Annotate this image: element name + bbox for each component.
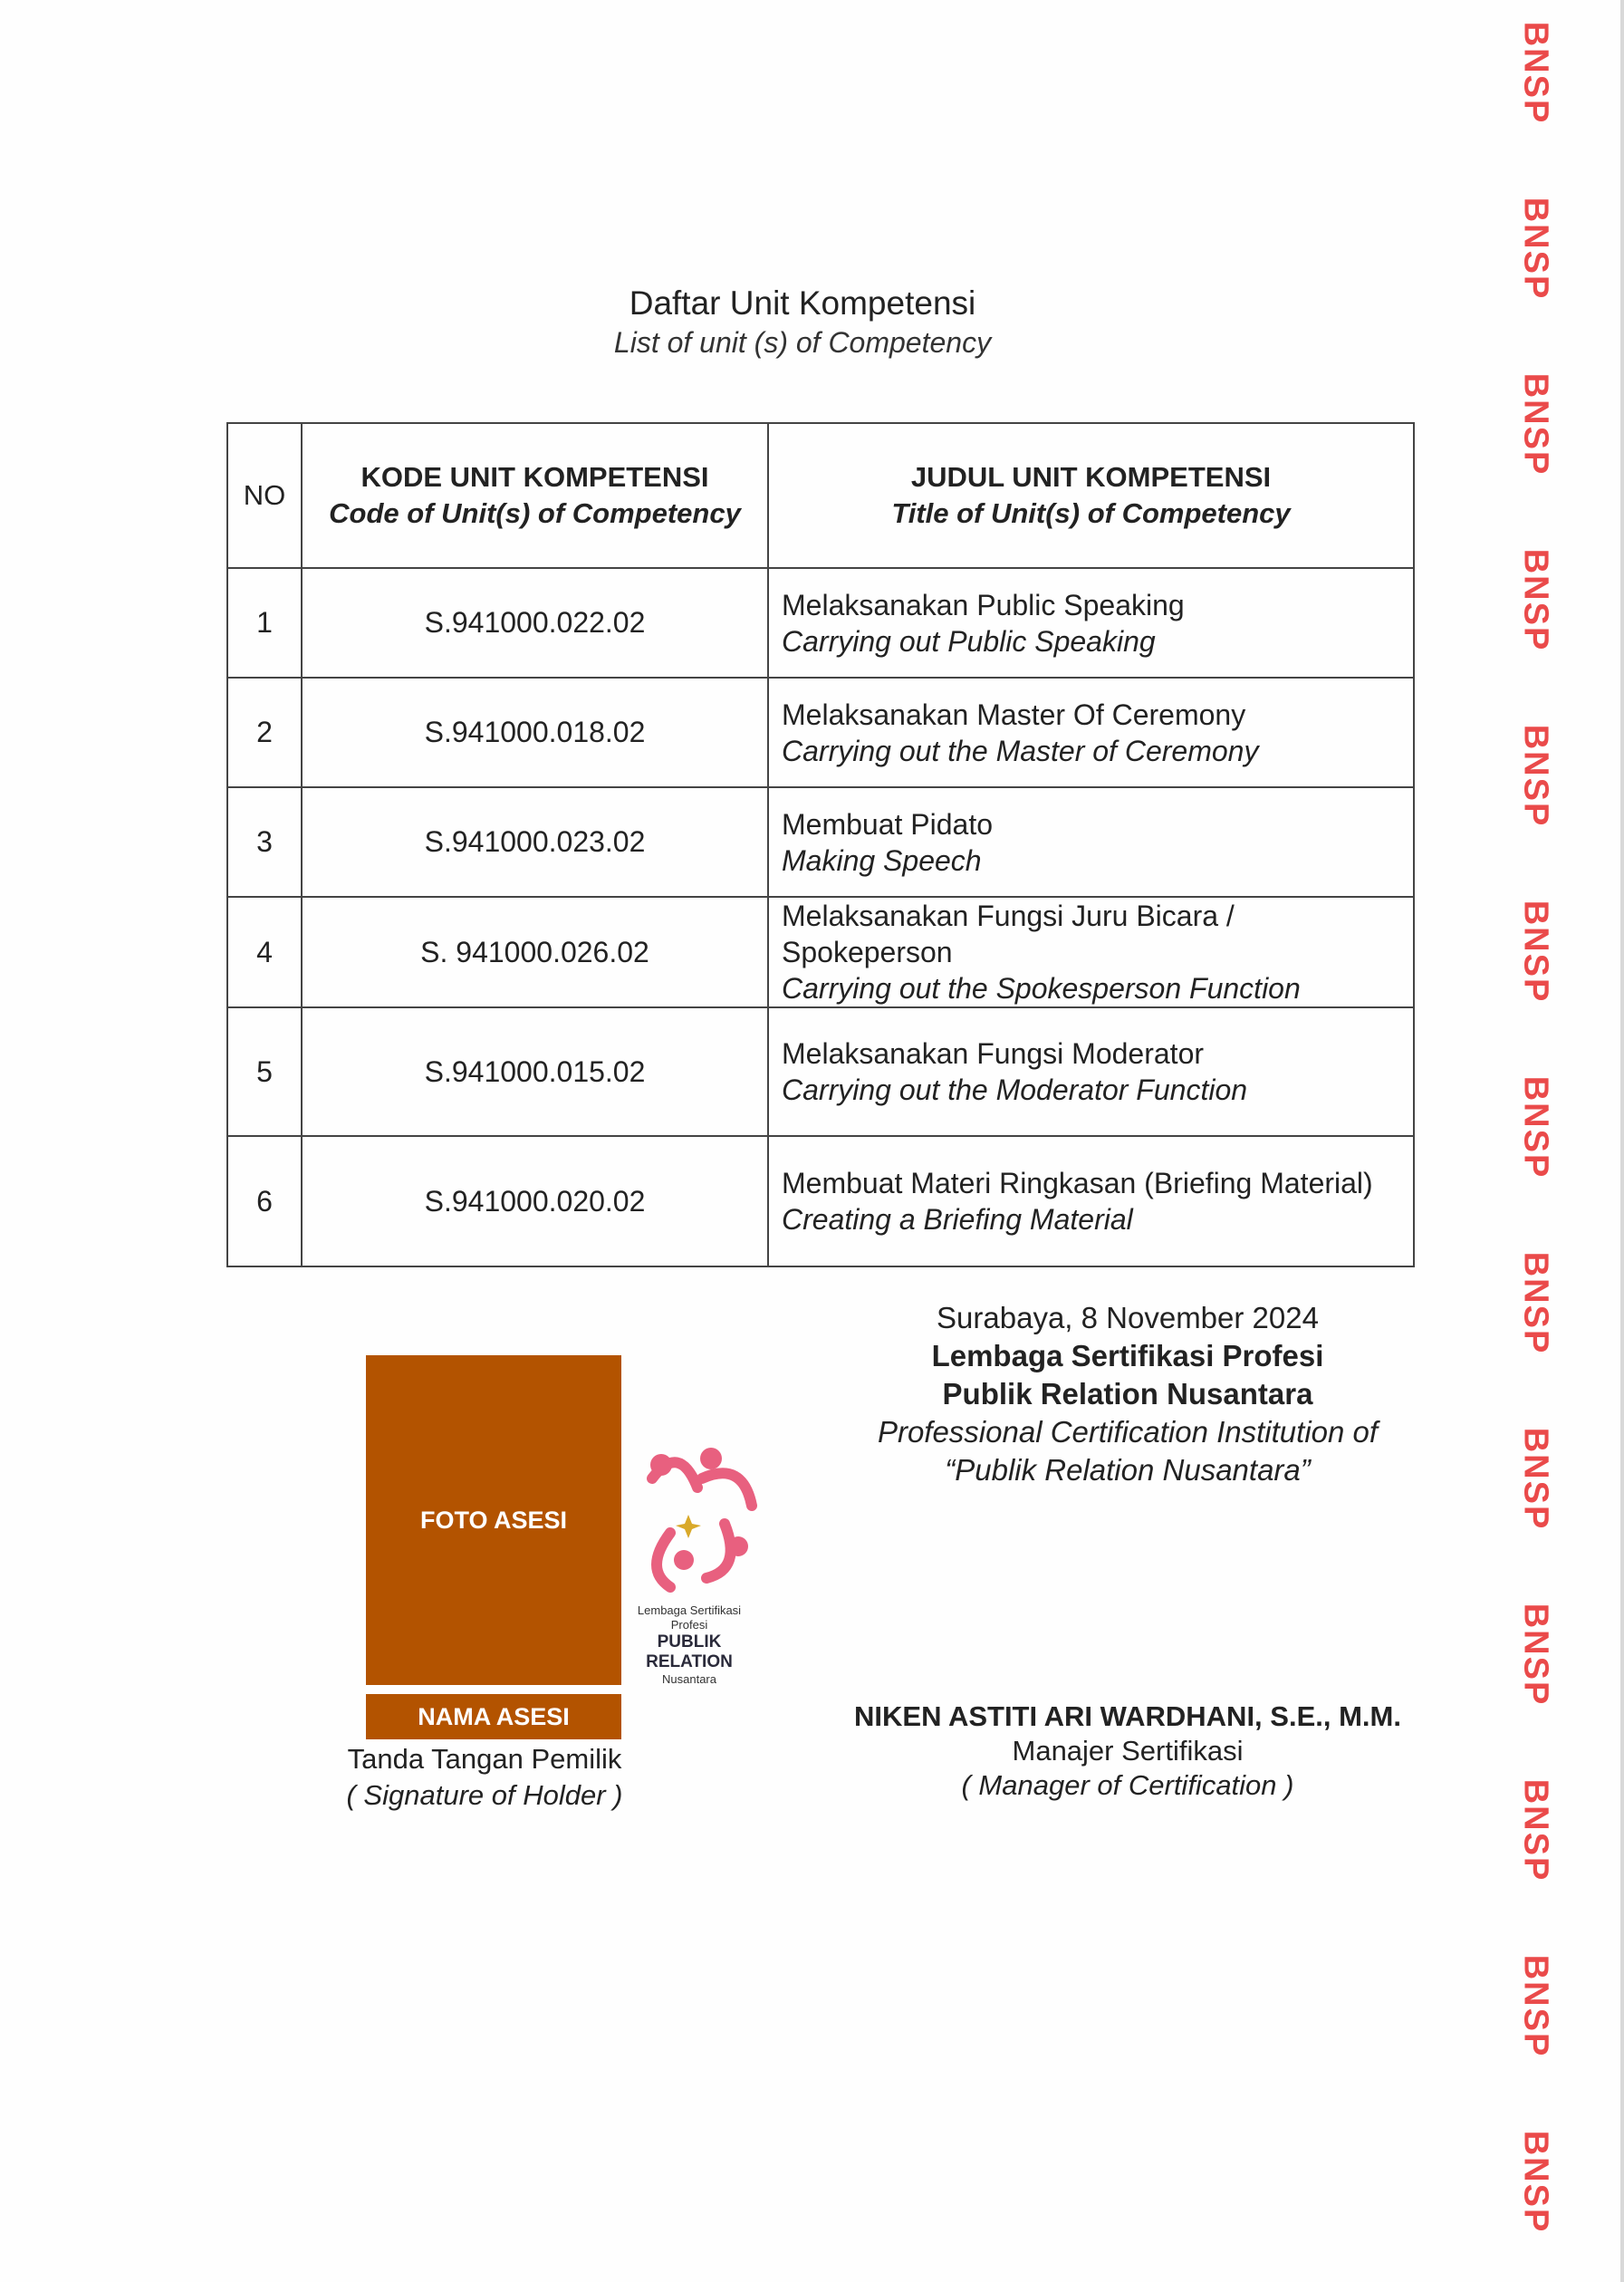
row-no: 1 [227,568,302,678]
issuer-org-en-line2: “Publik Relation Nusantara” [945,1453,1311,1487]
table-row [227,787,1414,897]
row-title: Melaksanakan Public Speaking Carrying out Public Speaking [768,568,1414,678]
bnsp-watermark: BNSP [1516,1954,1555,2057]
logo-arc [706,1524,731,1578]
bnsp-watermark: BNSP [1516,1427,1555,1530]
photo-placeholder: FOTO ASESI [366,1355,621,1685]
holder-signature-block [299,1741,670,1814]
page-title: Daftar Unit Kompetensi [629,284,976,322]
logo-dot [700,1448,722,1469]
page-edge [1620,0,1624,2282]
bnsp-watermark: BNSP [1516,1603,1555,1706]
bnsp-watermark: BNSP [1516,197,1555,300]
issuer-org-en-line1: Professional Certification Institution of [877,1415,1379,1449]
issuer-org-line1: Lembaga Sertifikasi Profesi [931,1339,1324,1372]
row-code: S.941000.015.02 [302,1007,768,1136]
logo-dot [728,1536,748,1556]
row-no: 6 [227,1136,302,1266]
header-title: JUDUL UNIT KOMPETENSI Title of Unit(s) of Competency [768,423,1414,568]
logo-arc [657,1533,670,1587]
table-row [227,568,1414,678]
row-title: Melaksanakan Fungsi Moderator Carrying out the Moderator Function [768,1007,1414,1136]
table-row [227,897,1414,1007]
table-row [227,1007,1414,1136]
holder-name-box: NAMA ASESI [366,1694,621,1739]
issuer-org-line2: Publik Relation Nusantara [942,1377,1313,1411]
place-date: Surabaya, 8 November 2024 [937,1301,1319,1334]
page-heading [435,283,1170,361]
table-header-row [227,423,1414,568]
logo-dot [674,1550,694,1570]
manager-name: NIKEN ASTITI ARI WARDHANI, S.E., M.M. [854,1700,1401,1732]
bnsp-watermark: BNSP [1516,21,1555,124]
row-no: 5 [227,1007,302,1136]
bnsp-watermark: BNSP [1516,1075,1555,1179]
competency-table [226,422,1415,1267]
logo-star [676,1515,701,1538]
row-title: Melaksanakan Fungsi Juru Bicara / Spokeperson Carrying out the Spokesperson Function [768,897,1414,1007]
bnsp-watermark: BNSP [1516,372,1555,476]
row-code: S.941000.023.02 [302,787,768,897]
page-subtitle: List of unit (s) of Competency [613,326,992,359]
row-code: S.941000.018.02 [302,678,768,787]
bnsp-watermark: BNSP [1516,1778,1555,1882]
row-no: 3 [227,787,302,897]
row-title: Melaksanakan Master Of Ceremony Carrying out the Master of Ceremony [768,678,1414,787]
header-code: KODE UNIT KOMPETENSI Code of Unit(s) of Competency [302,423,768,568]
bnsp-watermark: BNSP [1516,724,1555,827]
row-no: 4 [227,897,302,1007]
bnsp-watermark: BNSP [1516,2130,1555,2233]
row-code: S.941000.020.02 [302,1136,768,1266]
row-title: Membuat Pidato Making Speech [768,787,1414,897]
logo-arc [702,1473,752,1506]
row-code: S.941000.022.02 [302,568,768,678]
bnsp-watermark-column [1499,0,1571,2282]
bnsp-watermark: BNSP [1516,548,1555,651]
lsp-logo-text: Lembaga Sertifikasi Profesi PUBLIK RELATION Nusantara [637,1603,742,1686]
holder-signature-label: Tanda Tangan Pemilik [347,1743,622,1775]
header-no: NO [227,423,302,568]
holder-signature-label-en: ( Signature of Holder ) [346,1779,623,1811]
bnsp-watermark: BNSP [1516,1251,1555,1354]
issuer-block [815,1299,1440,1489]
table-row [227,1136,1414,1266]
row-title: Membuat Materi Ringkasan (Briefing Material) Creating a Briefing Material [768,1136,1414,1266]
manager-role: Manajer Sertifikasi [1012,1735,1244,1767]
row-no: 2 [227,678,302,787]
table-row [227,678,1414,787]
manager-signature-block [815,1699,1440,1803]
manager-role-en: ( Manager of Certification ) [961,1769,1294,1801]
row-code: S. 941000.026.02 [302,897,768,1007]
logo-dot [650,1454,672,1476]
bnsp-watermark: BNSP [1516,900,1555,1003]
